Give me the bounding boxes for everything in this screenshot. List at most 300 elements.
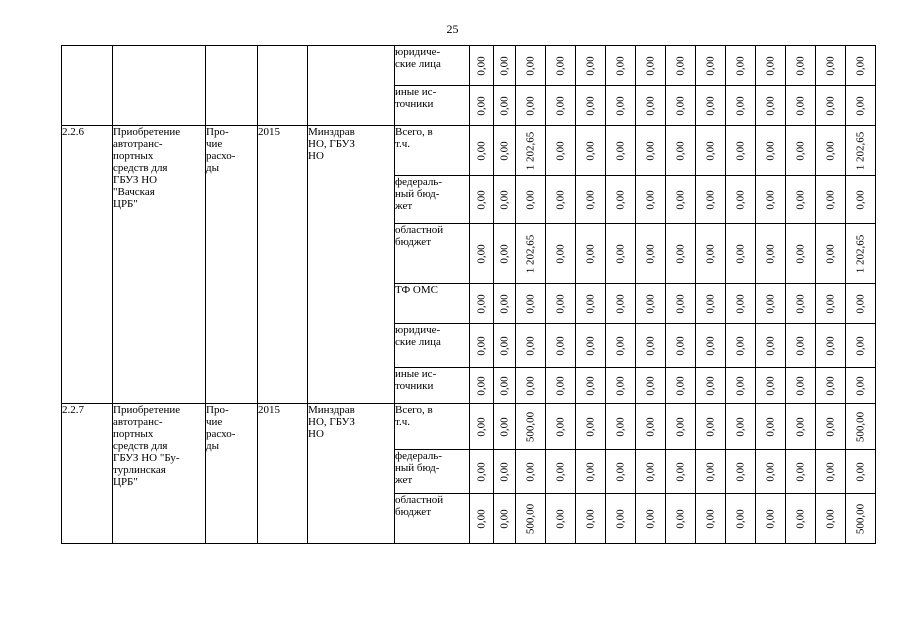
- value-cell: [816, 284, 846, 324]
- value-text: 0,00: [475, 335, 487, 356]
- value-text: 1 202,65: [854, 131, 866, 170]
- value-text: 0,00: [498, 375, 510, 396]
- value-text: 0,00: [644, 293, 656, 314]
- value-text: 0,00: [674, 189, 686, 210]
- value-cell: [726, 368, 756, 404]
- funding-source-cell: областной бюджет: [395, 224, 470, 284]
- value-text: 500,00: [524, 503, 536, 534]
- value-cell: [636, 284, 666, 324]
- name-cell: [113, 46, 206, 126]
- value-text: 0,00: [734, 293, 746, 314]
- funding-source-cell: Всего, в т.ч.: [395, 126, 470, 176]
- value-text: 0,00: [554, 416, 566, 437]
- value-cell: [846, 176, 876, 224]
- value-text: 0,00: [475, 461, 487, 482]
- value-text: 0,00: [475, 375, 487, 396]
- funding-source-cell: федераль- ный бюд- жет: [395, 450, 470, 494]
- table-row: [62, 46, 876, 86]
- value-cell: [576, 176, 606, 224]
- value-text: 0,00: [824, 461, 836, 482]
- value-cell: [846, 224, 876, 284]
- value-text: 0,00: [644, 461, 656, 482]
- value-text: 0,00: [824, 375, 836, 396]
- value-text: 0,00: [498, 416, 510, 437]
- value-cell: [666, 126, 696, 176]
- number-cell: [62, 46, 113, 126]
- value-cell: [816, 46, 846, 86]
- value-cell: [696, 404, 726, 450]
- budget-table: [61, 45, 876, 544]
- value-text: 0,00: [734, 95, 746, 116]
- value-text: 0,00: [498, 293, 510, 314]
- value-cell: [756, 176, 786, 224]
- value-cell: [516, 224, 546, 284]
- value-cell: [606, 494, 636, 544]
- value-text: 0,00: [614, 140, 626, 161]
- value-cell: [606, 224, 636, 284]
- value-cell: [666, 224, 696, 284]
- funding-source-cell: юридиче- ские лица: [395, 46, 470, 86]
- executor-cell: Минздрав НО, ГБУЗ НО: [308, 404, 395, 544]
- value-cell: [516, 324, 546, 368]
- value-cell: [494, 176, 516, 224]
- value-cell: [846, 324, 876, 368]
- value-text: 0,00: [734, 189, 746, 210]
- value-cell: [786, 176, 816, 224]
- value-cell: [470, 368, 494, 404]
- value-cell: [470, 494, 494, 544]
- value-text: 0,00: [524, 55, 536, 76]
- funding-source-cell: областной бюджет: [395, 494, 470, 544]
- value-text: 0,00: [734, 416, 746, 437]
- value-text: 0,00: [674, 508, 686, 529]
- value-cell: [786, 224, 816, 284]
- value-cell: [726, 46, 756, 86]
- value-cell: [696, 494, 726, 544]
- value-text: 0,00: [704, 95, 716, 116]
- value-cell: [756, 494, 786, 544]
- value-text: 0,00: [674, 95, 686, 116]
- value-text: 0,00: [524, 335, 536, 356]
- value-text: 0,00: [584, 243, 596, 264]
- value-cell: [666, 450, 696, 494]
- value-cell: [636, 494, 666, 544]
- value-cell: [516, 126, 546, 176]
- value-cell: [756, 368, 786, 404]
- value-text: 0,00: [734, 55, 746, 76]
- value-cell: [546, 324, 576, 368]
- value-cell: [516, 450, 546, 494]
- value-cell: [546, 224, 576, 284]
- value-text: 0,00: [764, 140, 776, 161]
- value-text: 0,00: [704, 335, 716, 356]
- value-cell: [786, 284, 816, 324]
- value-cell: [726, 176, 756, 224]
- funding-source-cell: федераль- ный бюд- жет: [395, 176, 470, 224]
- value-text: 0,00: [524, 293, 536, 314]
- value-text: 0,00: [764, 55, 776, 76]
- value-cell: [666, 176, 696, 224]
- value-text: 0,00: [584, 461, 596, 482]
- value-text: 0,00: [824, 95, 836, 116]
- value-cell: [576, 368, 606, 404]
- value-text: 0,00: [854, 375, 866, 396]
- funding-source-cell: иные ис- точники: [395, 368, 470, 404]
- year-cell: [258, 46, 308, 126]
- value-text: 0,00: [644, 55, 656, 76]
- value-text: 0,00: [475, 243, 487, 264]
- year-cell: 2015: [258, 126, 308, 404]
- value-text: 0,00: [584, 189, 596, 210]
- value-cell: [494, 404, 516, 450]
- value-cell: [516, 494, 546, 544]
- value-cell: [516, 176, 546, 224]
- value-cell: [696, 324, 726, 368]
- value-text: 0,00: [524, 95, 536, 116]
- value-text: 0,00: [614, 508, 626, 529]
- value-text: 0,00: [824, 293, 836, 314]
- value-text: 0,00: [734, 243, 746, 264]
- value-text: 0,00: [704, 416, 716, 437]
- value-cell: [636, 368, 666, 404]
- value-cell: [816, 86, 846, 126]
- value-text: 0,00: [794, 189, 806, 210]
- value-cell: [606, 404, 636, 450]
- value-text: 0,00: [644, 375, 656, 396]
- value-cell: [696, 284, 726, 324]
- value-cell: [786, 86, 816, 126]
- value-cell: [636, 86, 666, 126]
- value-text: 0,00: [524, 461, 536, 482]
- value-cell: [470, 324, 494, 368]
- value-cell: [786, 46, 816, 86]
- value-text: 0,00: [734, 461, 746, 482]
- value-text: 0,00: [614, 95, 626, 116]
- value-cell: [546, 176, 576, 224]
- value-text: 0,00: [704, 461, 716, 482]
- value-cell: [816, 368, 846, 404]
- name-cell: Приобретение автотранс- портных средств для ГБУЗ НО "Бу- турлинская ЦРБ": [113, 404, 206, 544]
- value-text: 0,00: [554, 55, 566, 76]
- value-text: 500,00: [854, 503, 866, 534]
- value-cell: [666, 86, 696, 126]
- value-text: 0,00: [614, 293, 626, 314]
- value-text: 0,00: [614, 189, 626, 210]
- value-cell: [516, 368, 546, 404]
- value-cell: [494, 126, 516, 176]
- value-text: 0,00: [794, 55, 806, 76]
- value-cell: [726, 126, 756, 176]
- value-text: 0,00: [734, 335, 746, 356]
- value-text: 0,00: [764, 416, 776, 437]
- value-text: 0,00: [554, 461, 566, 482]
- value-cell: [606, 46, 636, 86]
- value-text: 0,00: [824, 335, 836, 356]
- value-cell: [696, 46, 726, 86]
- value-cell: [756, 224, 786, 284]
- value-cell: [636, 176, 666, 224]
- value-text: 0,00: [764, 461, 776, 482]
- expense-type-cell: [206, 46, 258, 126]
- value-cell: [516, 86, 546, 126]
- value-cell: [726, 450, 756, 494]
- value-cell: [846, 450, 876, 494]
- value-text: 0,00: [554, 95, 566, 116]
- table-row: [62, 126, 876, 176]
- value-text: 0,00: [794, 416, 806, 437]
- value-cell: [636, 126, 666, 176]
- value-cell: [546, 494, 576, 544]
- value-cell: [576, 46, 606, 86]
- value-cell: [756, 324, 786, 368]
- value-text: 0,00: [498, 55, 510, 76]
- value-cell: [494, 324, 516, 368]
- value-cell: [816, 126, 846, 176]
- value-text: 0,00: [475, 189, 487, 210]
- value-cell: [846, 494, 876, 544]
- value-cell: [494, 46, 516, 86]
- value-cell: [846, 126, 876, 176]
- value-text: 0,00: [554, 243, 566, 264]
- value-text: 0,00: [524, 189, 536, 210]
- value-cell: [726, 224, 756, 284]
- value-text: 0,00: [498, 95, 510, 116]
- value-text: 0,00: [794, 95, 806, 116]
- value-text: 0,00: [584, 140, 596, 161]
- value-cell: [696, 368, 726, 404]
- value-text: 0,00: [824, 508, 836, 529]
- value-text: 0,00: [475, 95, 487, 116]
- value-text: 0,00: [704, 140, 716, 161]
- value-cell: [494, 494, 516, 544]
- value-cell: [846, 404, 876, 450]
- value-text: 0,00: [764, 508, 776, 529]
- value-text: 0,00: [584, 508, 596, 529]
- value-text: 0,00: [854, 461, 866, 482]
- value-text: 0,00: [584, 55, 596, 76]
- value-cell: [546, 46, 576, 86]
- value-cell: [816, 324, 846, 368]
- value-cell: [494, 284, 516, 324]
- value-text: 0,00: [614, 416, 626, 437]
- value-cell: [726, 284, 756, 324]
- value-cell: [576, 284, 606, 324]
- value-cell: [666, 324, 696, 368]
- value-text: 0,00: [554, 508, 566, 529]
- value-text: 0,00: [674, 335, 686, 356]
- value-text: 0,00: [794, 335, 806, 356]
- value-cell: [576, 126, 606, 176]
- value-text: 0,00: [854, 189, 866, 210]
- value-text: 0,00: [498, 243, 510, 264]
- value-cell: [696, 176, 726, 224]
- value-text: 0,00: [614, 243, 626, 264]
- value-text: 0,00: [794, 243, 806, 264]
- value-text: 0,00: [824, 189, 836, 210]
- number-cell: 2.2.7: [62, 404, 113, 544]
- value-cell: [786, 324, 816, 368]
- value-text: 0,00: [584, 375, 596, 396]
- value-cell: [470, 86, 494, 126]
- value-cell: [636, 404, 666, 450]
- value-text: 0,00: [764, 293, 776, 314]
- value-cell: [494, 450, 516, 494]
- page-number: 25: [446, 22, 459, 36]
- value-cell: [756, 284, 786, 324]
- value-text: 0,00: [674, 416, 686, 437]
- value-text: 0,00: [674, 461, 686, 482]
- value-text: 0,00: [475, 140, 487, 161]
- value-text: 0,00: [764, 335, 776, 356]
- value-text: 0,00: [644, 95, 656, 116]
- value-text: 0,00: [854, 55, 866, 76]
- value-text: 0,00: [554, 140, 566, 161]
- value-text: 0,00: [704, 375, 716, 396]
- value-cell: [576, 224, 606, 284]
- value-cell: [726, 404, 756, 450]
- value-cell: [546, 368, 576, 404]
- value-text: 0,00: [584, 416, 596, 437]
- value-cell: [726, 494, 756, 544]
- value-cell: [846, 46, 876, 86]
- value-cell: [470, 450, 494, 494]
- value-text: 0,00: [614, 55, 626, 76]
- value-cell: [470, 284, 494, 324]
- expense-type-cell: Про- чие расхо- ды: [206, 126, 258, 404]
- value-text: 0,00: [475, 508, 487, 529]
- value-cell: [786, 404, 816, 450]
- value-text: 0,00: [704, 189, 716, 210]
- funding-source-cell: юридиче- ские лица: [395, 324, 470, 368]
- executor-cell: Минздрав НО, ГБУЗ НО: [308, 126, 395, 404]
- value-cell: [666, 494, 696, 544]
- value-text: 0,00: [554, 335, 566, 356]
- value-text: 0,00: [475, 293, 487, 314]
- value-text: 0,00: [475, 55, 487, 76]
- value-text: 1 202,65: [854, 234, 866, 273]
- value-text: 0,00: [674, 55, 686, 76]
- value-text: 0,00: [644, 243, 656, 264]
- value-text: 0,00: [584, 95, 596, 116]
- value-text: 0,00: [498, 140, 510, 161]
- value-cell: [546, 126, 576, 176]
- value-text: 0,00: [674, 140, 686, 161]
- value-text: 0,00: [498, 508, 510, 529]
- value-cell: [666, 404, 696, 450]
- value-text: 0,00: [704, 508, 716, 529]
- table-row: [62, 404, 876, 450]
- value-cell: [816, 494, 846, 544]
- value-text: 500,00: [524, 411, 536, 442]
- value-text: 0,00: [498, 335, 510, 356]
- value-cell: [576, 404, 606, 450]
- value-text: 0,00: [644, 416, 656, 437]
- executor-cell: [308, 46, 395, 126]
- value-text: 0,00: [794, 375, 806, 396]
- value-text: 0,00: [734, 375, 746, 396]
- value-text: 0,00: [644, 140, 656, 161]
- value-cell: [636, 224, 666, 284]
- value-text: 0,00: [704, 293, 716, 314]
- value-cell: [546, 450, 576, 494]
- value-text: 0,00: [498, 461, 510, 482]
- value-text: 0,00: [475, 416, 487, 437]
- value-cell: [816, 450, 846, 494]
- value-text: 0,00: [554, 375, 566, 396]
- value-cell: [606, 176, 636, 224]
- value-cell: [666, 284, 696, 324]
- value-cell: [494, 224, 516, 284]
- value-cell: [546, 86, 576, 126]
- year-cell: 2015: [258, 404, 308, 544]
- value-text: 0,00: [764, 95, 776, 116]
- value-cell: [576, 494, 606, 544]
- value-text: 0,00: [644, 335, 656, 356]
- value-cell: [494, 86, 516, 126]
- funding-source-cell: ТФ ОМС: [395, 284, 470, 324]
- value-cell: [786, 494, 816, 544]
- value-text: 0,00: [854, 293, 866, 314]
- value-cell: [816, 404, 846, 450]
- value-cell: [816, 176, 846, 224]
- value-text: 0,00: [644, 189, 656, 210]
- value-cell: [786, 450, 816, 494]
- value-text: 0,00: [674, 243, 686, 264]
- value-text: 0,00: [854, 95, 866, 116]
- value-cell: [546, 404, 576, 450]
- value-text: 0,00: [584, 293, 596, 314]
- value-text: 0,00: [764, 189, 776, 210]
- value-cell: [636, 450, 666, 494]
- value-text: 0,00: [554, 189, 566, 210]
- value-text: 0,00: [614, 375, 626, 396]
- value-cell: [606, 450, 636, 494]
- value-cell: [666, 46, 696, 86]
- value-text: 0,00: [824, 140, 836, 161]
- funding-source-cell: иные ис- точники: [395, 86, 470, 126]
- value-text: 0,00: [674, 293, 686, 314]
- value-text: 0,00: [614, 335, 626, 356]
- value-text: 1 202,65: [524, 234, 536, 273]
- value-cell: [756, 404, 786, 450]
- value-text: 0,00: [734, 140, 746, 161]
- value-cell: [516, 46, 546, 86]
- value-cell: [606, 324, 636, 368]
- value-cell: [726, 324, 756, 368]
- funding-source-cell: Всего, в т.ч.: [395, 404, 470, 450]
- value-text: 500,00: [854, 411, 866, 442]
- number-cell: 2.2.6: [62, 126, 113, 404]
- value-cell: [846, 284, 876, 324]
- value-cell: [636, 46, 666, 86]
- value-cell: [546, 284, 576, 324]
- value-cell: [726, 86, 756, 126]
- value-text: 0,00: [614, 461, 626, 482]
- value-cell: [786, 368, 816, 404]
- value-text: 0,00: [794, 293, 806, 314]
- value-cell: [696, 224, 726, 284]
- value-cell: [576, 324, 606, 368]
- value-cell: [756, 46, 786, 86]
- value-cell: [606, 126, 636, 176]
- value-cell: [606, 284, 636, 324]
- value-cell: [666, 368, 696, 404]
- name-cell: Приобретение автотранс- портных средств для ГБУЗ НО "Вачская ЦРБ": [113, 126, 206, 404]
- value-cell: [846, 86, 876, 126]
- value-text: 0,00: [854, 335, 866, 356]
- value-cell: [470, 126, 494, 176]
- value-text: 0,00: [704, 55, 716, 76]
